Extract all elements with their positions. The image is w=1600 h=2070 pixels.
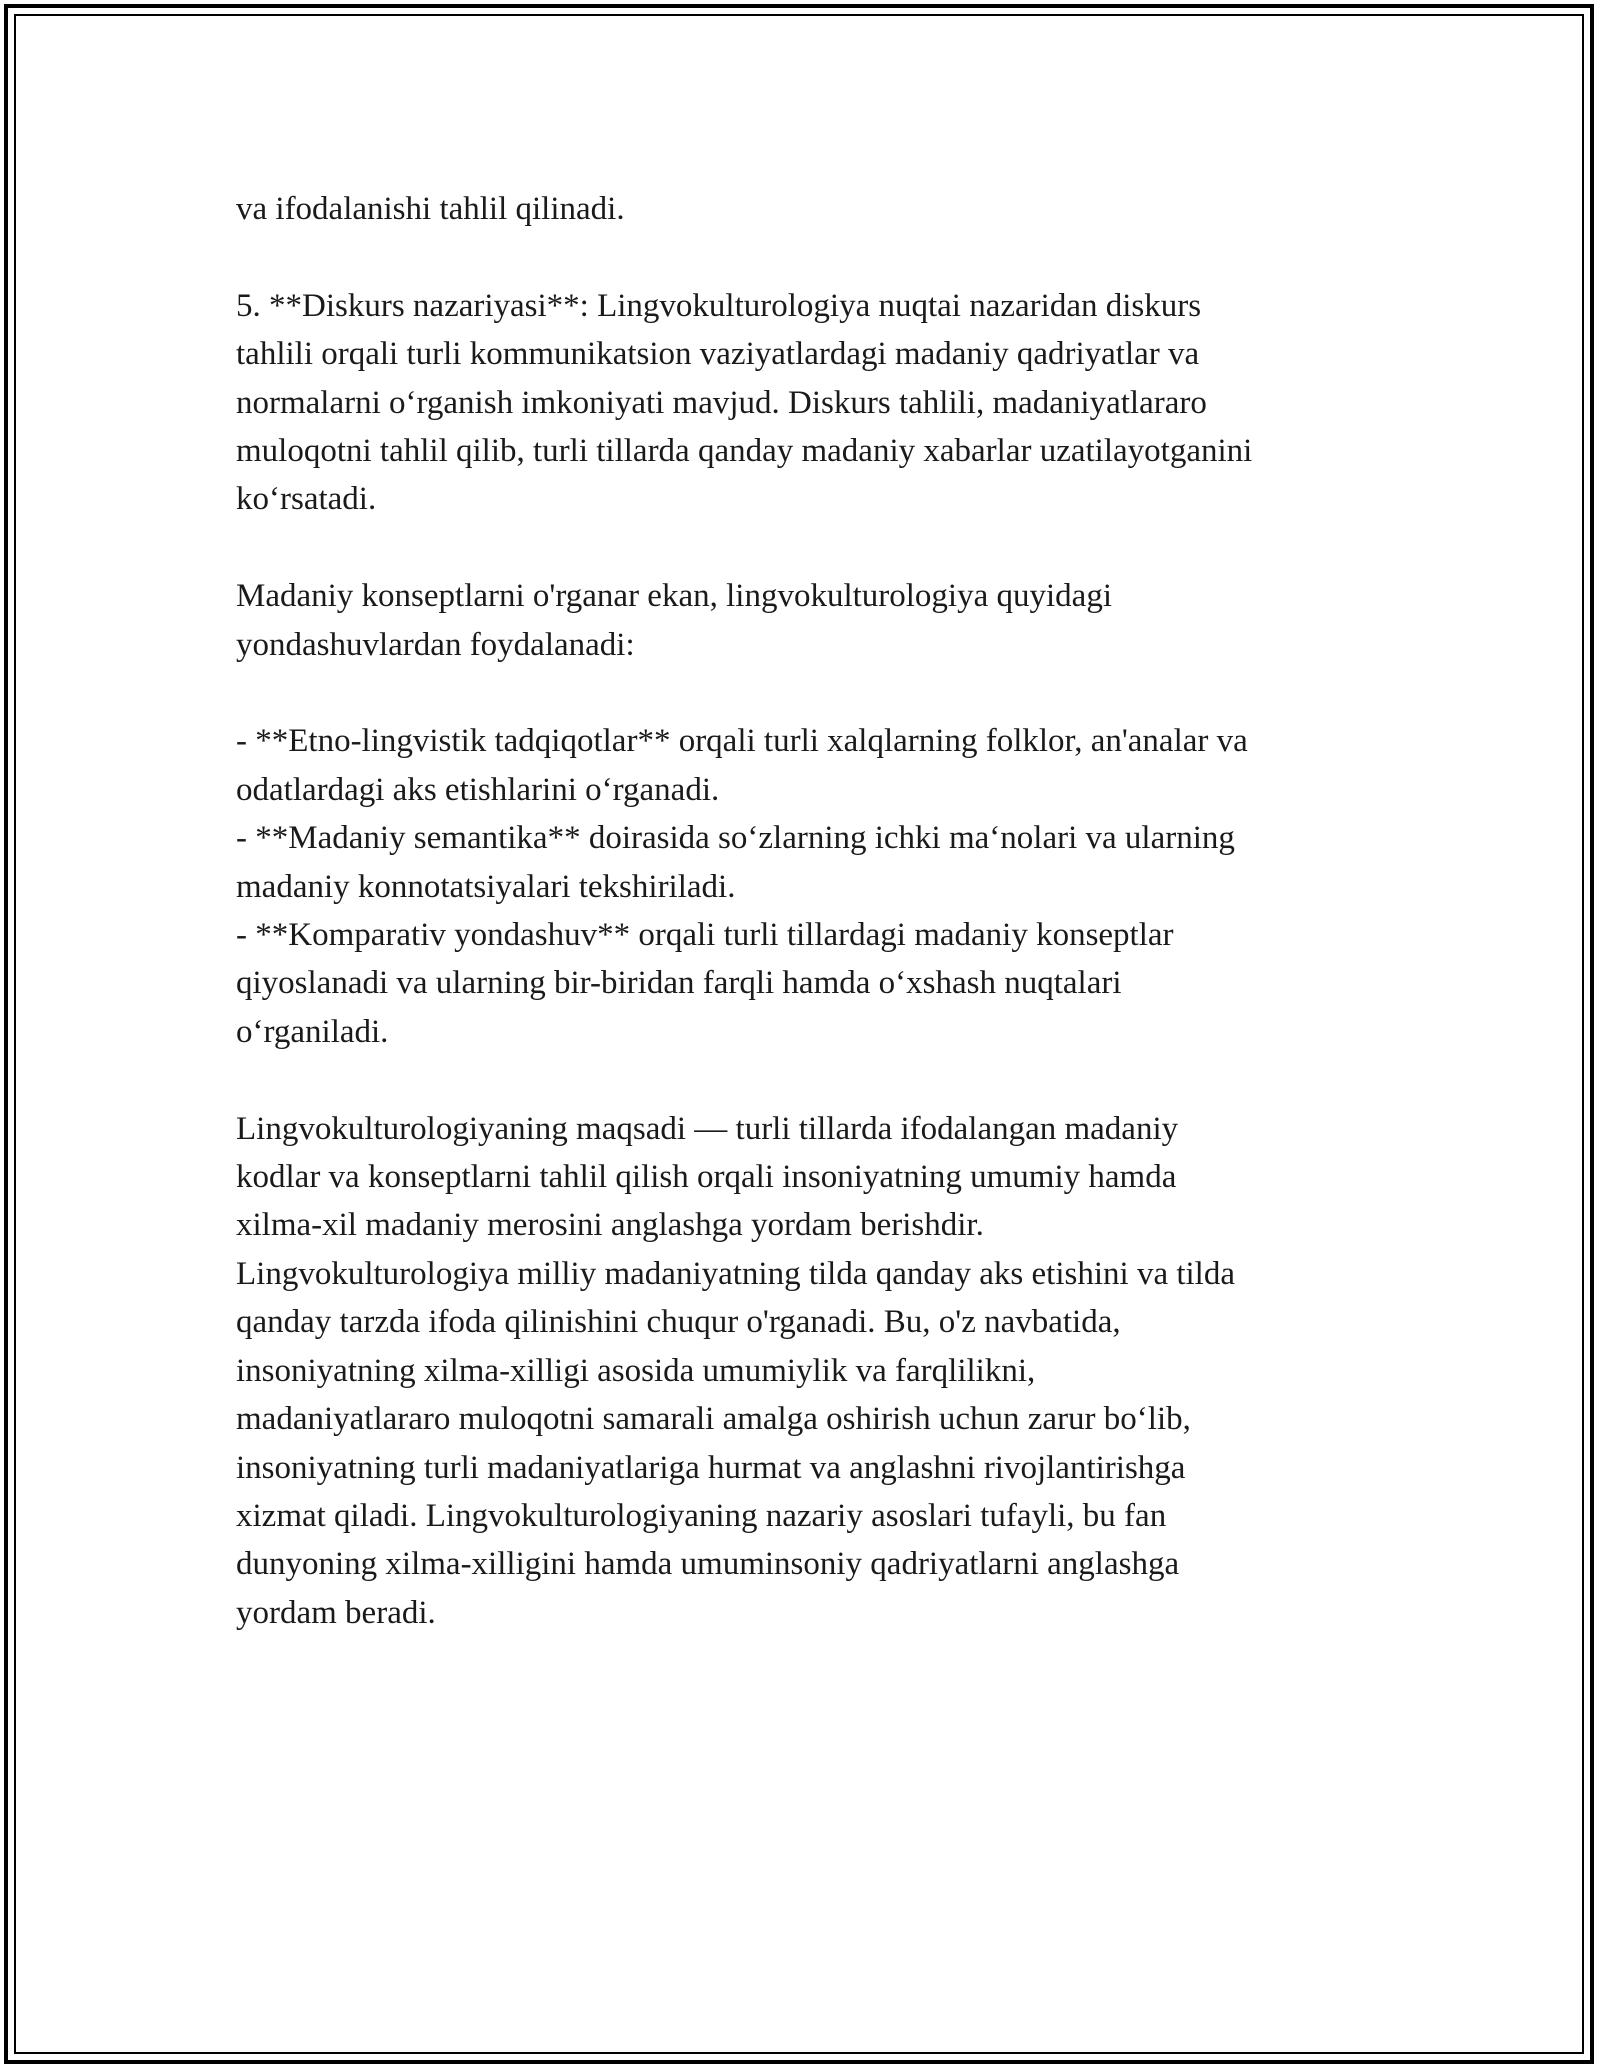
paragraph-continuation: va ifodalanishi tahlil qilinadi. <box>236 191 625 227</box>
approaches-list: - **Etno-lingvistik tadqiqotlar** orqali turli xalqlarning folklor, an'analar va odatlardagi aks etishlarini o‘rganadi. - **Madaniy semantika** doirasida so‘zlarning ichki ma‘nolari va ularning madaniy konnotatsiyalari tekshiriladi. - **Komparativ yondashuv** orqali turli tillardagi madaniy konseptlar qiyoslanadi va ularning bir-biridan farqli hamda o‘xshash nuqtalari o‘rganiladi. <box>236 723 1248 1050</box>
paragraph-madaniy-konseptlar: Madaniy konseptlarni o'rganar ekan, lingvokulturologiya quyidagi yondashuvlardan foydalanadi: <box>236 578 1112 663</box>
paragraph-gap <box>236 524 1376 572</box>
paragraph-maqsad: Lingvokulturologiyaning maqsadi — turli tillarda ifodalangan madaniy kodlar va konseptlarni tahlil qilish orqali insoniyatning umumiy hamda xilma-xil madaniy merosini anglashga yordam berishdir. Lingvokulturologiya milliy madaniyatning tilda qanday aks etishini va tilda qanday tarzda ifoda qilinishini chuqur o'rganadi. Bu, o'z navbatida, insoniyatning xilma-xilligi asosida umumiylik va farqlilikni, madaniyatlararo muloqotni samarali amalga oshirish uchun zarur bo‘lib, insoniyatning turli madaniyatlariga hurmat va anglashni rivojlantirishga xizmat qiladi. Lingvokulturologiyaning nazariy asoslari tufayli, bu fan dunyoning xilma-xilligini hamda umuminsoniy qadriyatlarni anglashga yordam beradi. <box>236 1110 1235 1631</box>
paragraph-gap <box>236 1056 1376 1104</box>
paragraph-gap <box>236 233 1376 281</box>
document-body <box>236 185 1376 1637</box>
paragraph-diskurs-nazariyasi: 5. **Diskurs nazariyasi**: Lingvokulturologiya nuqtai nazaridan diskurs tahlili orqali turli kommunikatsion vaziyatlardagi madaniy qadriyatlar va normalarni o‘rganish imkoniyati mavjud. Diskurs tahlili, madaniyatlararo muloqotni tahlil qilib, turli tillarda qanday madaniy xabarlar uzatilayotganini ko‘rsatadi. <box>236 287 1253 518</box>
paragraph-gap <box>236 669 1376 717</box>
